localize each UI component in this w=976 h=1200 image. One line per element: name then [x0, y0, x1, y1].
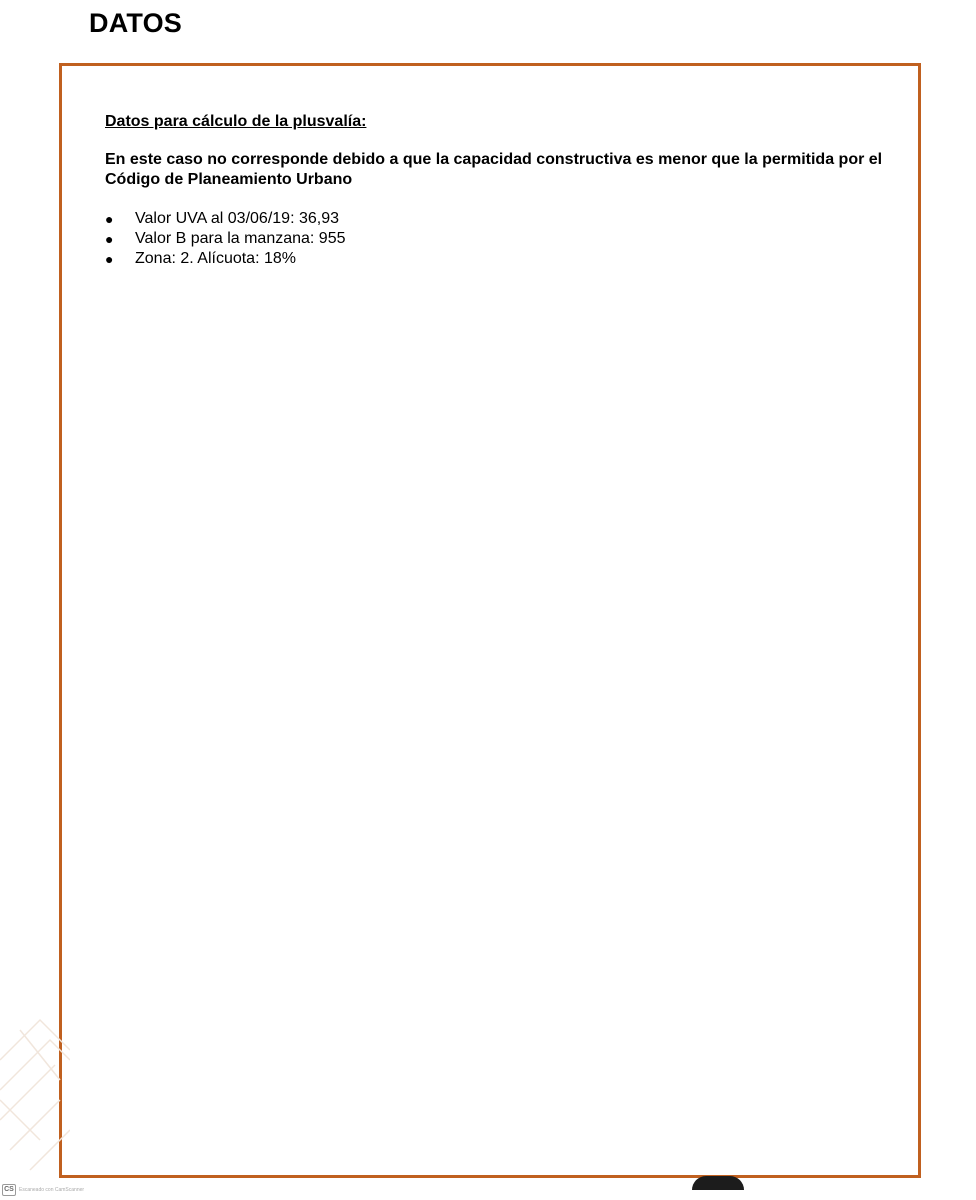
scanner-watermark	[2, 1184, 84, 1196]
frame-content	[105, 113, 905, 269]
bullet-icon: ●	[105, 251, 114, 267]
list-item-text: Zona: 2. Alícuota: 18%	[135, 250, 296, 267]
watermark-pattern-icon	[0, 1000, 70, 1180]
bullet-icon: ●	[105, 211, 114, 227]
bottom-dark-shape	[692, 1176, 744, 1190]
list-item	[105, 229, 905, 249]
content-frame	[59, 63, 921, 1178]
section-note: En este caso no corresponde debido a que la capacidad constructiva es menor que la permitida por el Código de Planeamiento Urbano	[105, 151, 883, 188]
list-item	[105, 249, 905, 269]
section-heading: Datos para cálculo de la plusvalía:	[105, 113, 367, 130]
bullet-icon: ●	[105, 231, 114, 247]
list-item-text: Valor UVA al 03/06/19: 36,93	[135, 210, 339, 227]
list-item-text: Valor B para la manzana: 955	[135, 230, 346, 247]
data-list	[105, 209, 905, 269]
page-title: DATOS	[89, 8, 183, 38]
list-item	[105, 209, 905, 229]
camscanner-logo-icon: CS	[2, 1184, 16, 1196]
scanner-text: Escaneado con CamScanner	[19, 1187, 85, 1193]
